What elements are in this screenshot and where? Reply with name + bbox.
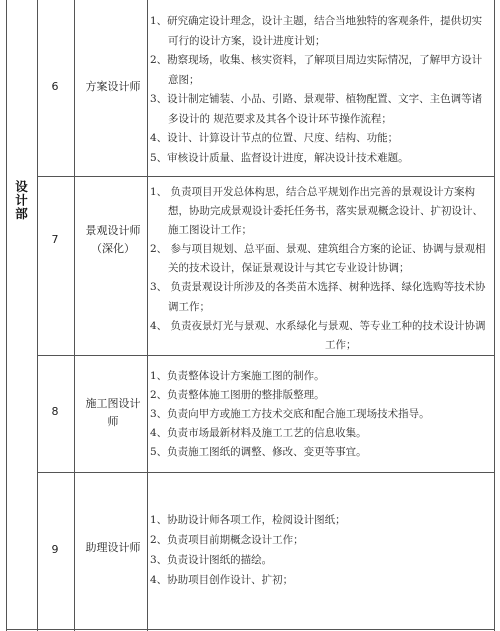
- role-title-line: 方案设计师: [85, 80, 141, 93]
- role-title: [80, 395, 146, 431]
- table-divider-number: [74, 0, 75, 631]
- row-number: 6: [51, 80, 59, 93]
- duty-item: 2、负责整体施工图册的整排版整理。: [150, 389, 325, 401]
- duty-item: 4、协助项目创作设计、扩初；: [150, 574, 294, 586]
- duty-list: [150, 12, 494, 168]
- duty-list: [150, 510, 494, 590]
- row-number: 8: [51, 405, 59, 418]
- duty-item: 意图；: [168, 73, 200, 86]
- row-number: 7: [51, 233, 59, 246]
- duty-item: 1、研究确定设计理念，设计主题，结合当地独特的客观条件，提供切实: [150, 15, 483, 27]
- duty-item: 想，协助完成景观设计委托任务书，落实景观概念设计、扩初设计、: [168, 205, 483, 218]
- department-name: 设计部: [13, 180, 29, 221]
- duty-item: 施工图设计工作；: [168, 224, 252, 237]
- role-title: [80, 78, 146, 96]
- duty-item: 2、 参与项目规划、总平面、景观、建筑组合方案的论证、协调与景观相: [150, 243, 486, 256]
- role-title-line: 景观设计师: [85, 224, 141, 237]
- department-label: [8, 180, 34, 224]
- duty-item: 3、 负责景观设计所涉及的各类苗木选择、树种选择、绿化选购等技术协: [150, 281, 486, 294]
- row-separator: [37, 176, 495, 177]
- duty-item: 3、负责向甲方或施工方技术交底和配合施工现场技术指导。: [150, 408, 430, 420]
- table-divider-department: [37, 0, 38, 631]
- table-divider-role: [147, 0, 148, 631]
- duty-item: 1、协助设计师各项工作，检阅设计图纸；: [150, 514, 346, 526]
- duty-item: 3、设计制定铺装、小品、引路、景观带、植物配置、文字、主色调等诸: [150, 93, 483, 105]
- duty-item: 3、负责设计图纸的描绘。: [150, 554, 273, 566]
- duty-item: 4、负责市场最新材料及施工工艺的信息收集。: [150, 427, 367, 439]
- duty-item: 关的技术设计，保证景观设计与其它专业设计协调；: [168, 262, 410, 275]
- duty-item: 4、设计、计算设计节点的位置、尺度、结构、功能；: [150, 132, 399, 144]
- row-separator: [37, 472, 495, 473]
- duty-item: 多设计的 规范要求及其各个设计环节操作流程；: [168, 112, 392, 125]
- duty-item: 可行的设计方案，设计进度计划；: [168, 34, 326, 47]
- role-title-line: （深化）: [91, 242, 135, 255]
- table-border-right: [494, 0, 495, 631]
- duty-item: 4、 负责夜景灯光与景观、水系绿化与景观、等专业工种的技术设计协调: [150, 319, 486, 332]
- row-separator: [37, 355, 495, 356]
- table-border-bottom: [6, 629, 495, 630]
- duty-item: 2、负责项目前期概念设计工作；: [150, 534, 304, 546]
- duty-item: 5、审核设计质量、监督设计进度，解决设计技术难题。: [150, 151, 409, 164]
- duty-item: 2、勘察现场，收集、核实资料，了解项目周边实际情况，了解甲方设计: [150, 54, 483, 66]
- role-title: [80, 222, 146, 258]
- duty-list: [150, 367, 494, 462]
- role-title-line: 助理设计师: [85, 541, 141, 554]
- row-number: 9: [51, 543, 59, 556]
- duty-item: 工作；: [325, 338, 357, 351]
- duty-item: 1、负责整体设计方案施工图的制作。: [150, 370, 325, 382]
- role-title: [80, 539, 146, 557]
- duty-item: 调工作；: [168, 300, 210, 313]
- duty-item: 1、 负责项目开发总体构思，结合总平规划作出完善的景观设计方案构: [150, 186, 476, 198]
- role-title-line: 施工图设计: [85, 397, 141, 410]
- role-title-line: 师: [107, 415, 119, 428]
- table-border-left: [6, 0, 7, 631]
- duty-list: [150, 183, 494, 355]
- duty-item: 5、负责施工图纸的调整、修改、变更等事宜。: [150, 446, 367, 458]
